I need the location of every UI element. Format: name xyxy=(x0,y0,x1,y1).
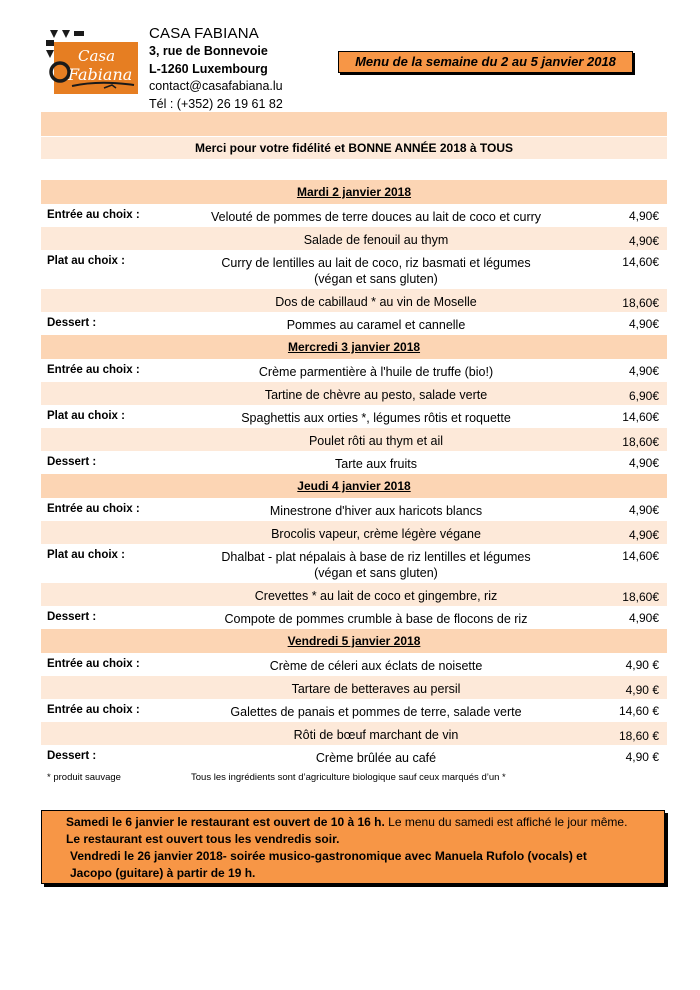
course-label: Entrée au choix : xyxy=(47,364,140,376)
dish-description xyxy=(181,750,571,766)
dish-description xyxy=(181,209,571,225)
course-label: Plat au choix : xyxy=(47,549,125,561)
dish-name: Rôti de bœuf marchant de vin xyxy=(293,728,459,742)
course-label: Entrée au choix : xyxy=(47,704,140,716)
dish-name: Compote de pommes crumble à base de flocons de riz xyxy=(224,612,528,626)
casa-fabiana-logo xyxy=(44,28,140,98)
menu-item-row xyxy=(41,699,667,722)
dish-description xyxy=(181,364,571,380)
menu-item-row xyxy=(41,544,667,583)
dish-name: Poulet rôti au thym et ail xyxy=(308,434,444,448)
dish-price: 4,90€ xyxy=(628,528,659,542)
day-header: Mercredi 3 janvier 2018 xyxy=(41,335,667,359)
dish-description xyxy=(181,503,571,519)
dish-note: (végan et sans gluten) xyxy=(314,272,438,286)
dish-description xyxy=(181,232,571,248)
day-header: Vendredi 5 janvier 2018 xyxy=(41,629,667,653)
info-line-1: Samedi le 6 janvier le restaurant est ouvert de 10 à 16 h. Le menu du samedi est affiché le jour même. xyxy=(66,815,628,829)
info-line-3: Vendredi le 26 janvier 2018- soirée musico-gastronomique avec Manuela Rufolo (vocals) et xyxy=(70,849,587,863)
menu-item-row xyxy=(41,382,667,405)
restaurant-phone: Tél : (+352) 26 19 61 82 xyxy=(149,96,283,111)
dish-name: Spaghettis aux orties *, légumes rôtis et roquette xyxy=(241,411,511,425)
restaurant-email[interactable]: contact@casafabiana.lu xyxy=(149,79,283,93)
course-label: Dessert : xyxy=(47,611,97,623)
menu-item-row xyxy=(41,583,667,606)
dish-description xyxy=(181,317,571,333)
dish-description xyxy=(181,456,571,472)
dish-description xyxy=(181,410,571,426)
dish-note: (végan et sans gluten) xyxy=(314,566,438,580)
dish-price: 4,90 € xyxy=(625,750,659,764)
menu-item-row xyxy=(41,250,667,289)
dish-name: Minestrone d'hiver aux haricots blancs xyxy=(269,504,483,518)
menu-item-row xyxy=(41,653,667,676)
menu-item-row xyxy=(41,521,667,544)
dish-price: 4,90€ xyxy=(628,317,659,331)
footnote-organic: Tous les ingrédients sont d’agriculture biologique sauf ceux marqués d’un * xyxy=(191,772,506,783)
dish-price: 6,90€ xyxy=(628,389,659,403)
dish-price: 18,60€ xyxy=(622,296,659,310)
thanks-banner: Merci pour votre fidélité et BONNE ANNÉE 2018 à TOUS xyxy=(41,137,667,159)
dish-name: Dhalbat - plat népalais à base de riz lentilles et légumes xyxy=(221,550,531,564)
dish-price: 18,60€ xyxy=(622,590,659,604)
dish-name: Pommes au caramel et cannelle xyxy=(286,318,466,332)
menu-item-row xyxy=(41,428,667,451)
dish-description xyxy=(181,387,571,403)
menu-item-row xyxy=(41,676,667,699)
course-label: Entrée au choix : xyxy=(47,503,140,515)
dish-description xyxy=(181,255,571,287)
dish-description xyxy=(181,433,571,449)
dish-description xyxy=(181,611,571,627)
svg-text:Fabiana: Fabiana xyxy=(68,65,133,84)
dish-name: Velouté de pommes de terre douces au lait de coco et curry xyxy=(210,210,542,224)
dish-price: 18,60€ xyxy=(622,435,659,449)
dish-name: Crème parmentière à l'huile de truffe (bio!) xyxy=(258,365,494,379)
dish-description xyxy=(181,681,571,697)
dish-description xyxy=(181,588,571,604)
dish-price: 14,60€ xyxy=(622,410,659,424)
info-line-2: Le restaurant est ouvert tous les vendredis soir. xyxy=(66,832,340,846)
day-header: Jeudi 4 janvier 2018 xyxy=(41,474,667,498)
dish-price: 14,60 € xyxy=(618,704,659,718)
restaurant-street: 3, rue de Bonnevoie xyxy=(149,44,268,58)
dish-price: 4,90€ xyxy=(628,456,659,470)
menu-item-row xyxy=(41,498,667,521)
dish-description xyxy=(181,526,571,542)
restaurant-info xyxy=(149,25,283,113)
menu-item-row xyxy=(41,745,667,768)
dish-price: 14,60€ xyxy=(622,549,659,563)
dish-name: Dos de cabillaud * au vin de Moselle xyxy=(275,295,477,309)
course-label: Entrée au choix : xyxy=(47,658,140,670)
week-title: Menu de la semaine du 2 au 5 janvier 2018 xyxy=(338,51,633,73)
dish-description xyxy=(181,549,571,581)
menu-item-row xyxy=(41,405,667,428)
dish-name: Tartine de chèvre au pesto, salade verte xyxy=(264,388,488,402)
course-label: Dessert : xyxy=(47,456,97,468)
dish-name: Curry de lentilles au lait de coco, riz basmati et légumes xyxy=(221,256,531,270)
dish-name: Brocolis vapeur, crème légère végane xyxy=(271,527,481,541)
menu-item-row xyxy=(41,289,667,312)
course-label: Plat au choix : xyxy=(47,410,125,422)
dish-description xyxy=(181,294,571,310)
dish-name: Tartare de betteraves au persil xyxy=(291,682,461,696)
info-box xyxy=(41,810,665,884)
footnote-wild: * produit sauvage xyxy=(47,772,121,783)
dish-description xyxy=(181,658,571,674)
dish-price: 4,90€ xyxy=(628,611,659,625)
menu-item-row xyxy=(41,359,667,382)
dish-price: 4,90€ xyxy=(628,209,659,223)
restaurant-name: CASA FABIANA xyxy=(149,25,259,42)
dish-price: 14,60€ xyxy=(622,255,659,269)
course-label: Dessert : xyxy=(47,750,97,762)
menu-item-row xyxy=(41,204,667,227)
dish-description xyxy=(181,727,571,743)
course-label: Plat au choix : xyxy=(47,255,125,267)
dish-price: 4,90€ xyxy=(628,234,659,248)
dish-name: Crème de céleri aux éclats de noisette xyxy=(269,659,483,673)
info-line-4: Jacopo (guitare) à partir de 19 h. xyxy=(70,866,256,880)
dish-name: Galettes de panais et pommes de terre, salade verte xyxy=(230,705,522,719)
menu-item-row xyxy=(41,451,667,474)
dish-price: 4,90 € xyxy=(625,683,659,697)
dish-description xyxy=(181,704,571,720)
dish-price: 4,90€ xyxy=(628,503,659,517)
menu-item-row xyxy=(41,227,667,250)
menu-item-row xyxy=(41,312,667,335)
menu-item-row xyxy=(41,606,667,629)
course-label: Dessert : xyxy=(47,317,97,329)
dish-name: Crème brûlée au café xyxy=(315,751,437,765)
dish-name: Tarte aux fruits xyxy=(335,457,417,471)
svg-text:Casa: Casa xyxy=(78,47,116,65)
menu-table xyxy=(41,180,667,788)
footnote-row xyxy=(41,768,667,788)
menu-item-row xyxy=(41,722,667,745)
restaurant-city: L-1260 Luxembourg xyxy=(149,61,268,76)
dish-name: Salade de fenouil au thym xyxy=(303,233,449,247)
dish-price: 4,90 € xyxy=(625,658,659,672)
day-header: Mardi 2 janvier 2018 xyxy=(41,180,667,204)
dish-price: 4,90€ xyxy=(628,364,659,378)
decorative-band xyxy=(41,112,667,136)
course-label: Entrée au choix : xyxy=(47,209,140,221)
dish-name: Crevettes * au lait de coco et gingembre, riz xyxy=(254,589,498,603)
dish-price: 18,60 € xyxy=(618,729,659,743)
